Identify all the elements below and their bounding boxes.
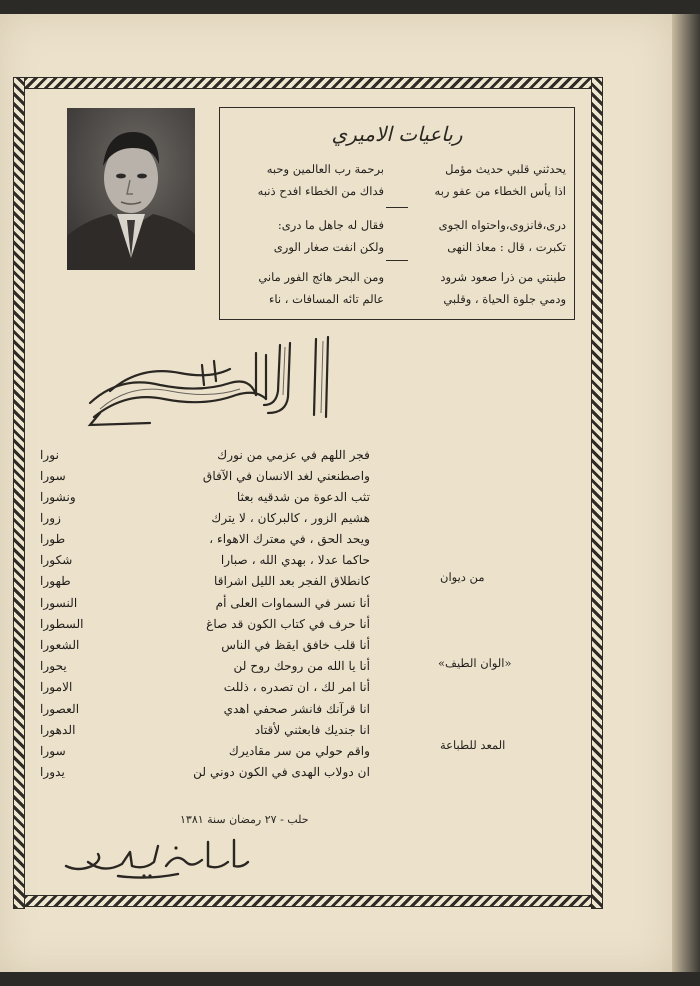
verse-rhyme: النسورا bbox=[40, 596, 78, 610]
quatrain-line-left: فداك من الخطاء افدح ذنبه bbox=[257, 184, 384, 198]
page-edge-shadow bbox=[672, 14, 700, 972]
quatrain-line-left: فقال له جاهل ما درى: bbox=[277, 218, 384, 232]
quatrain-line-right: طينتي من ذرا صعود شرود bbox=[440, 270, 566, 284]
verse-rhyme: شكورا bbox=[40, 553, 73, 567]
side-note-publisher: المعد للطباعة bbox=[440, 738, 506, 752]
quatrain-separator bbox=[386, 260, 408, 261]
verse-rhyme: الدهورا bbox=[40, 723, 76, 737]
calligraphy-drawing bbox=[80, 325, 342, 430]
verse-line bbox=[40, 702, 370, 722]
verse-rhyme: الامورا bbox=[40, 680, 73, 694]
verse-line bbox=[40, 723, 370, 743]
side-note-from: من ديوان bbox=[440, 570, 485, 584]
verse-text: فجر اللهم في عزمي من نورك bbox=[217, 448, 370, 462]
rope-border-top bbox=[13, 77, 603, 89]
quatrain-line-left: برحمة رب العالمين وحبه bbox=[266, 162, 384, 176]
verse-line bbox=[40, 448, 370, 468]
verse-line bbox=[40, 680, 370, 700]
portrait-image bbox=[67, 108, 195, 270]
quatrain-line-right: ودمي جلوة الحياة ، وقلبي bbox=[443, 292, 566, 306]
verse-text: أنا امر لك ، ان تصدره ، ذللت bbox=[223, 680, 370, 694]
verse-text: انا قرآنك فانشر صحفي اهدي bbox=[223, 702, 370, 716]
verse-rhyme: يدورا bbox=[40, 765, 65, 779]
author-signature bbox=[58, 832, 253, 882]
verse-line bbox=[40, 532, 370, 552]
verse-line bbox=[40, 490, 370, 510]
verse-text: أنا قلب خافق ايقظ في الناس bbox=[221, 638, 370, 652]
verse-line bbox=[40, 596, 370, 616]
verse-rhyme: نورا bbox=[40, 448, 59, 462]
verse-rhyme: سورا bbox=[40, 744, 66, 758]
verse-text: واصطنعني لغد الانسان في الآفاق bbox=[202, 469, 370, 483]
verse-rhyme: العصورا bbox=[40, 702, 80, 716]
verse-line bbox=[40, 659, 370, 679]
quatrain-line-left: ومن البحر هائج الفور ماني bbox=[258, 270, 384, 284]
quatrain-line-right: تكبرت ، قال : معاذ النهى bbox=[447, 240, 566, 254]
verse-rhyme: الشعورا bbox=[40, 638, 80, 652]
verse-line bbox=[40, 574, 370, 594]
rope-border-bottom bbox=[13, 895, 603, 907]
quatrains-title: رباعيات الاميري bbox=[331, 122, 463, 146]
quatrains-box bbox=[219, 107, 575, 320]
verse-rhyme: السطورا bbox=[40, 617, 84, 631]
signature-drawing bbox=[58, 832, 253, 882]
verse-rhyme: طهورا bbox=[40, 574, 71, 588]
verse-rhyme: سورا bbox=[40, 469, 66, 483]
verse-text: ان دولاب الهدى في الكون دوني لن bbox=[193, 765, 370, 779]
verse-line bbox=[40, 744, 370, 764]
quatrain-line-right: اذا يأس الخطاء من عفو ربه bbox=[434, 184, 566, 198]
verse-text: واقم حولي من سر مقاديرك bbox=[228, 744, 370, 758]
verse-text: أنا يا الله من روحك روح لن bbox=[233, 659, 370, 673]
quatrain-line-left: عالم تائه المسافات ، ناء bbox=[269, 292, 384, 306]
verse-line bbox=[40, 511, 370, 531]
quatrain-line-left: ولكن انفت صغار الورى bbox=[273, 240, 384, 254]
verse-line bbox=[40, 469, 370, 489]
verse-text: انا جنديك فابعثني لأقتاد bbox=[254, 723, 370, 737]
verse-text: كانطلاق الفجر بعد الليل اشراقا bbox=[214, 574, 370, 588]
verse-rhyme: طورا bbox=[40, 532, 66, 546]
date-place-note: حلب - ٢٧ رمضان سنة ١٣٨١ bbox=[180, 813, 309, 826]
quatrain-line-right: يحدثني قلبي حديث مؤمل bbox=[445, 162, 566, 176]
quatrain-line-right: درى،فانزوى،واحتواه الجوى bbox=[438, 218, 566, 232]
verse-rhyme: ونشورا bbox=[40, 490, 76, 504]
verse-line bbox=[40, 638, 370, 658]
verse-text: أنا نسر في السماوات العلى أم bbox=[215, 596, 370, 610]
verse-text: تثب الدعوة من شدقيه بعثا bbox=[236, 490, 370, 504]
quatrain-separator bbox=[386, 207, 408, 208]
verse-text: أنا حرف في كتاب الكون قد صاغ bbox=[206, 617, 370, 631]
verse-text: هشيم الزور ، كالبركان ، لا يترك bbox=[211, 511, 370, 525]
author-portrait bbox=[67, 108, 195, 270]
verse-line bbox=[40, 553, 370, 573]
verse-rhyme: يحورا bbox=[40, 659, 67, 673]
verse-text: ويحد الحق ، في معترك الاهواء ، bbox=[209, 532, 370, 546]
side-note-title: «الوان الطيف» bbox=[438, 656, 512, 670]
rope-border-right bbox=[591, 77, 603, 909]
verse-line bbox=[40, 765, 370, 785]
rope-border-left bbox=[13, 77, 25, 909]
verse-line bbox=[40, 617, 370, 637]
verse-rhyme: زورا bbox=[40, 511, 62, 525]
calligraphic-heading bbox=[80, 325, 342, 430]
verse-text: حاكما عدلا ، بهدي الله ، صبارا bbox=[220, 553, 370, 567]
